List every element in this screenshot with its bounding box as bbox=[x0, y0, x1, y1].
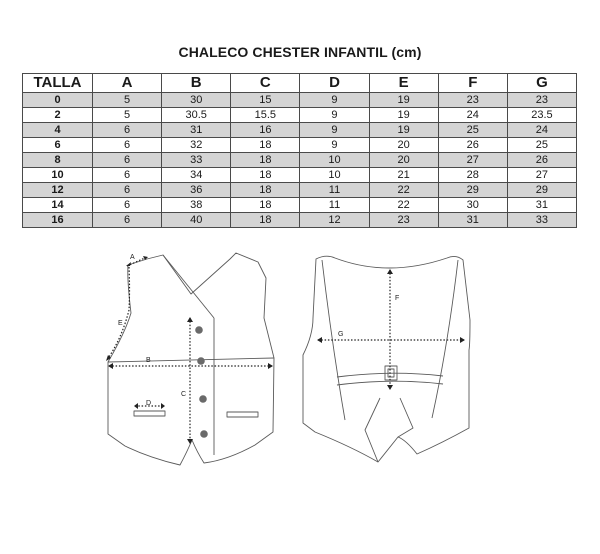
front-hem-seam bbox=[108, 358, 274, 362]
talla-cell: 4 bbox=[23, 123, 93, 138]
measure-cell: 9 bbox=[300, 123, 369, 138]
measure-cell: 25 bbox=[438, 123, 507, 138]
arrow-d-start bbox=[134, 403, 138, 409]
front-vest bbox=[108, 253, 274, 465]
measure-cell: 16 bbox=[231, 123, 300, 138]
measure-cell: 38 bbox=[162, 198, 231, 213]
measure-cell: 33 bbox=[162, 153, 231, 168]
measure-cell: 20 bbox=[369, 138, 438, 153]
arrow-g-end bbox=[460, 337, 465, 343]
measure-cell: 6 bbox=[93, 138, 162, 153]
measure-cell: 40 bbox=[162, 213, 231, 228]
button-2 bbox=[197, 357, 205, 365]
measure-cell: 5 bbox=[93, 93, 162, 108]
arrow-b-start bbox=[108, 363, 113, 369]
back-vent-right bbox=[398, 398, 413, 437]
measure-cell: 23 bbox=[438, 93, 507, 108]
measure-cell: 6 bbox=[93, 198, 162, 213]
measure-cell: 30.5 bbox=[162, 108, 231, 123]
measure-cell: 9 bbox=[300, 108, 369, 123]
measure-cell: 18 bbox=[231, 168, 300, 183]
header-d: D bbox=[300, 74, 369, 93]
arrow-b-end bbox=[268, 363, 273, 369]
measure-cell: 27 bbox=[507, 168, 576, 183]
measure-cell: 6 bbox=[93, 213, 162, 228]
measure-cell: 6 bbox=[93, 168, 162, 183]
measure-cell: 23.5 bbox=[507, 108, 576, 123]
measure-cell: 12 bbox=[300, 213, 369, 228]
talla-cell: 8 bbox=[23, 153, 93, 168]
arrow-f-end bbox=[387, 385, 393, 390]
measure-cell: 10 bbox=[300, 168, 369, 183]
button-1 bbox=[195, 326, 203, 334]
measure-cell: 22 bbox=[369, 183, 438, 198]
front-pocket-left bbox=[134, 411, 165, 416]
measure-cell: 30 bbox=[162, 93, 231, 108]
measure-cell: 34 bbox=[162, 168, 231, 183]
measure-cell: 20 bbox=[369, 153, 438, 168]
header-g: G bbox=[507, 74, 576, 93]
measure-cell: 22 bbox=[369, 198, 438, 213]
measure-cell: 15 bbox=[231, 93, 300, 108]
talla-cell: 12 bbox=[23, 183, 93, 198]
measure-cell: 23 bbox=[507, 93, 576, 108]
measure-cell: 18 bbox=[231, 138, 300, 153]
measure-cell: 28 bbox=[438, 168, 507, 183]
label-d: D bbox=[146, 400, 152, 407]
measure-cell: 18 bbox=[231, 213, 300, 228]
measure-cell: 18 bbox=[231, 153, 300, 168]
measure-cell: 19 bbox=[369, 93, 438, 108]
measure-cell: 32 bbox=[162, 138, 231, 153]
measure-cell: 23 bbox=[369, 213, 438, 228]
measure-cell: 27 bbox=[438, 153, 507, 168]
measure-cell: 31 bbox=[162, 123, 231, 138]
chart-title: CHALECO CHESTER INFANTIL (cm) bbox=[178, 44, 422, 60]
label-g: G bbox=[338, 331, 344, 338]
measure-cell: 36 bbox=[162, 183, 231, 198]
button-3 bbox=[199, 395, 207, 403]
measure-cell: 26 bbox=[507, 153, 576, 168]
measure-line-e bbox=[107, 267, 130, 360]
label-e: E bbox=[118, 320, 123, 327]
measure-cell: 5 bbox=[93, 108, 162, 123]
header-c: C bbox=[231, 74, 300, 93]
header-f: F bbox=[438, 74, 507, 93]
arrow-c-start bbox=[187, 317, 193, 322]
measure-cell: 9 bbox=[300, 93, 369, 108]
header-a: A bbox=[93, 74, 162, 93]
talla-cell: 14 bbox=[23, 198, 93, 213]
measure-cell: 31 bbox=[507, 198, 576, 213]
label-b: B bbox=[146, 357, 151, 364]
measure-cell: 19 bbox=[369, 108, 438, 123]
back-vest bbox=[303, 256, 470, 462]
button-4 bbox=[200, 430, 208, 438]
measure-cell: 29 bbox=[507, 183, 576, 198]
measure-cell: 26 bbox=[438, 138, 507, 153]
measure-cell: 24 bbox=[438, 108, 507, 123]
arrow-g-start bbox=[317, 337, 322, 343]
arrow-a-start bbox=[126, 262, 131, 266]
label-c: C bbox=[181, 391, 187, 398]
header-e: E bbox=[369, 74, 438, 93]
arrow-d-end bbox=[161, 403, 165, 409]
measure-cell: 33 bbox=[507, 213, 576, 228]
label-a: A bbox=[130, 254, 135, 261]
talla-cell: 10 bbox=[23, 168, 93, 183]
measure-cell: 6 bbox=[93, 183, 162, 198]
back-panel-line-right bbox=[432, 260, 458, 418]
measure-cell: 19 bbox=[369, 123, 438, 138]
measure-cell: 11 bbox=[300, 198, 369, 213]
front-collar-line bbox=[163, 255, 214, 318]
measure-cell: 30 bbox=[438, 198, 507, 213]
measure-cell: 21 bbox=[369, 168, 438, 183]
talla-cell: 2 bbox=[23, 108, 93, 123]
measure-cell: 6 bbox=[93, 123, 162, 138]
measure-cell: 9 bbox=[300, 138, 369, 153]
measure-cell: 15.5 bbox=[231, 108, 300, 123]
talla-cell: 16 bbox=[23, 213, 93, 228]
measure-cell: 18 bbox=[231, 183, 300, 198]
front-pocket-right bbox=[227, 412, 258, 417]
arrow-c-end bbox=[187, 439, 193, 444]
measure-cell: 24 bbox=[507, 123, 576, 138]
header-talla: TALLA bbox=[23, 74, 93, 93]
arrow-f-start bbox=[387, 269, 393, 274]
measure-cell: 10 bbox=[300, 153, 369, 168]
measure-cell: 11 bbox=[300, 183, 369, 198]
measure-cell: 31 bbox=[438, 213, 507, 228]
front-buttons bbox=[195, 326, 208, 438]
talla-cell: 6 bbox=[23, 138, 93, 153]
back-vest-outline bbox=[303, 256, 470, 462]
label-f: F bbox=[395, 295, 400, 302]
measure-cell: 18 bbox=[231, 198, 300, 213]
measure-cell: 29 bbox=[438, 183, 507, 198]
measure-cell: 6 bbox=[93, 153, 162, 168]
measure-cell: 25 bbox=[507, 138, 576, 153]
header-b: B bbox=[162, 74, 231, 93]
back-vent-left bbox=[365, 398, 380, 462]
talla-cell: 0 bbox=[23, 93, 93, 108]
